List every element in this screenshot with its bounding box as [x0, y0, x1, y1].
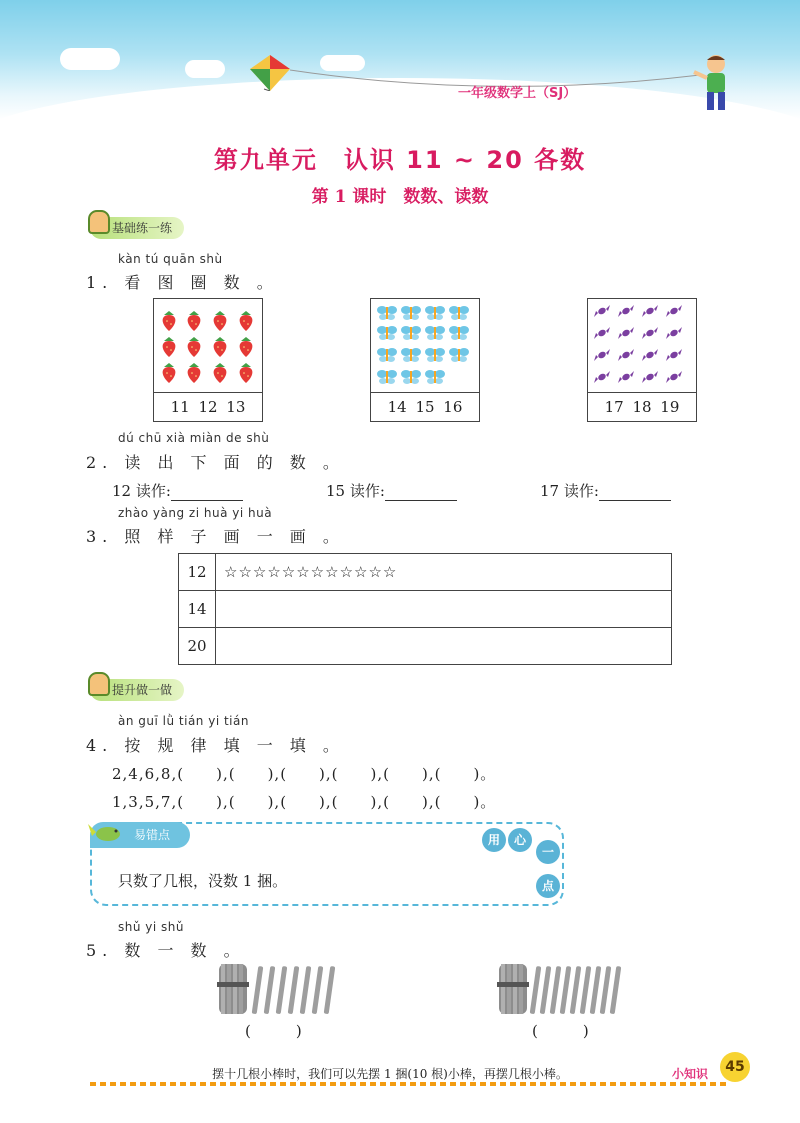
strawberry-group: [154, 299, 262, 391]
boy-icon: [690, 52, 740, 114]
stick-bundle-1: [215, 958, 345, 1018]
tip-text: 只数了几根，没数 1 捆。: [118, 872, 288, 890]
stick-bundle-2: [495, 958, 635, 1018]
q1-choices[interactable]: 14 15 16: [387, 398, 463, 416]
q5-answer-2[interactable]: ( ): [532, 1022, 589, 1040]
lesson-title: 第 1 课时 数数、读数: [311, 187, 489, 207]
q5-pinyin: shǔ yi shǔ: [118, 920, 184, 934]
candy-group: [588, 299, 696, 391]
bundle-of-ten: [497, 964, 529, 1014]
q1-choices[interactable]: 17 18 19: [604, 398, 680, 416]
q1-box-candy: [587, 298, 697, 422]
cloud: [185, 60, 225, 78]
student-icon: [88, 672, 110, 696]
tip-char: 心: [508, 828, 532, 852]
q2-answer-line[interactable]: [599, 486, 671, 501]
q3-text: 3. 照 样 子 画 一 画 。: [86, 527, 345, 546]
cloud: [60, 48, 120, 70]
kite-icon: [250, 55, 290, 91]
tip-char: 一: [536, 840, 560, 864]
q2-answer-line[interactable]: [385, 486, 457, 501]
row-number: 20: [179, 628, 216, 665]
q3-pinyin: zhào yàng zi huà yi huà: [118, 506, 273, 520]
section-basic-tag: 基础练一练: [90, 217, 184, 239]
butterfly-group: [371, 299, 479, 391]
footer-tip-text: 摆十几根小棒时，我们可以先摆 1 捆(10 根)小棒，再摆几根小棒。: [212, 1067, 568, 1081]
q1-text: 1. 看 图 圈 数 。: [86, 273, 279, 292]
table-row: [179, 628, 672, 665]
bundle-of-ten: [217, 964, 249, 1014]
q2-text: 2. 读 出 下 面 的 数 。: [86, 453, 345, 472]
q2-item-12: [112, 480, 243, 501]
draw-cell[interactable]: [216, 628, 672, 665]
q2-item-17: [540, 480, 671, 501]
tip-char: 用: [482, 828, 506, 852]
q2-answer-line[interactable]: [171, 486, 243, 501]
q5-answer-1[interactable]: ( ): [245, 1022, 302, 1040]
q2-label: 17 读作:: [540, 482, 599, 500]
row-number: 14: [179, 591, 216, 628]
q2-label: 12 读作:: [112, 482, 171, 500]
q2-item-15: [326, 480, 457, 501]
footer-knowledge-tag: 小知识: [672, 1067, 709, 1081]
footer-divider: [90, 1082, 730, 1086]
section-advanced-tag: 提升做一做: [90, 679, 184, 701]
tip-char: 点: [536, 874, 560, 898]
q4-text: 4. 按 规 律 填 一 填 。: [86, 736, 345, 755]
page-number: 45: [720, 1052, 750, 1082]
q5-text: 5. 数 一 数 。: [86, 941, 246, 960]
tip-tag: 易错点: [90, 822, 190, 848]
grade-label: 一年级数学上（SJ）: [458, 86, 577, 101]
row-number: 12: [179, 554, 216, 591]
student-icon: [88, 210, 110, 234]
q4-sequence-even[interactable]: 2,4,6,8,( ),( ),( ),( ),( ),( )。: [112, 765, 497, 783]
q1-choices[interactable]: 11 12 13: [170, 398, 246, 416]
draw-cell[interactable]: [216, 591, 672, 628]
bird-icon: [88, 818, 128, 848]
q4-sequence-odd[interactable]: 1,3,5,7,( ),( ),( ),( ),( ),( )。: [112, 793, 497, 811]
q1-box-butterfly: [370, 298, 480, 422]
table-row: [179, 554, 672, 591]
q3-draw-table: [178, 553, 672, 665]
q1-pinyin: kàn tú quān shù: [118, 252, 223, 266]
q2-label: 15 读作:: [326, 482, 385, 500]
table-row: [179, 591, 672, 628]
q2-pinyin: dú chū xià miàn de shù: [118, 431, 270, 445]
draw-cell[interactable]: ☆☆☆☆☆☆☆☆☆☆☆☆: [216, 554, 672, 591]
q1-box-strawberry: [153, 298, 263, 422]
q4-pinyin: àn guī lǜ tián yi tián: [118, 714, 249, 728]
unit-title: 第九单元 认识 11 ~ 20 各数: [213, 146, 587, 174]
